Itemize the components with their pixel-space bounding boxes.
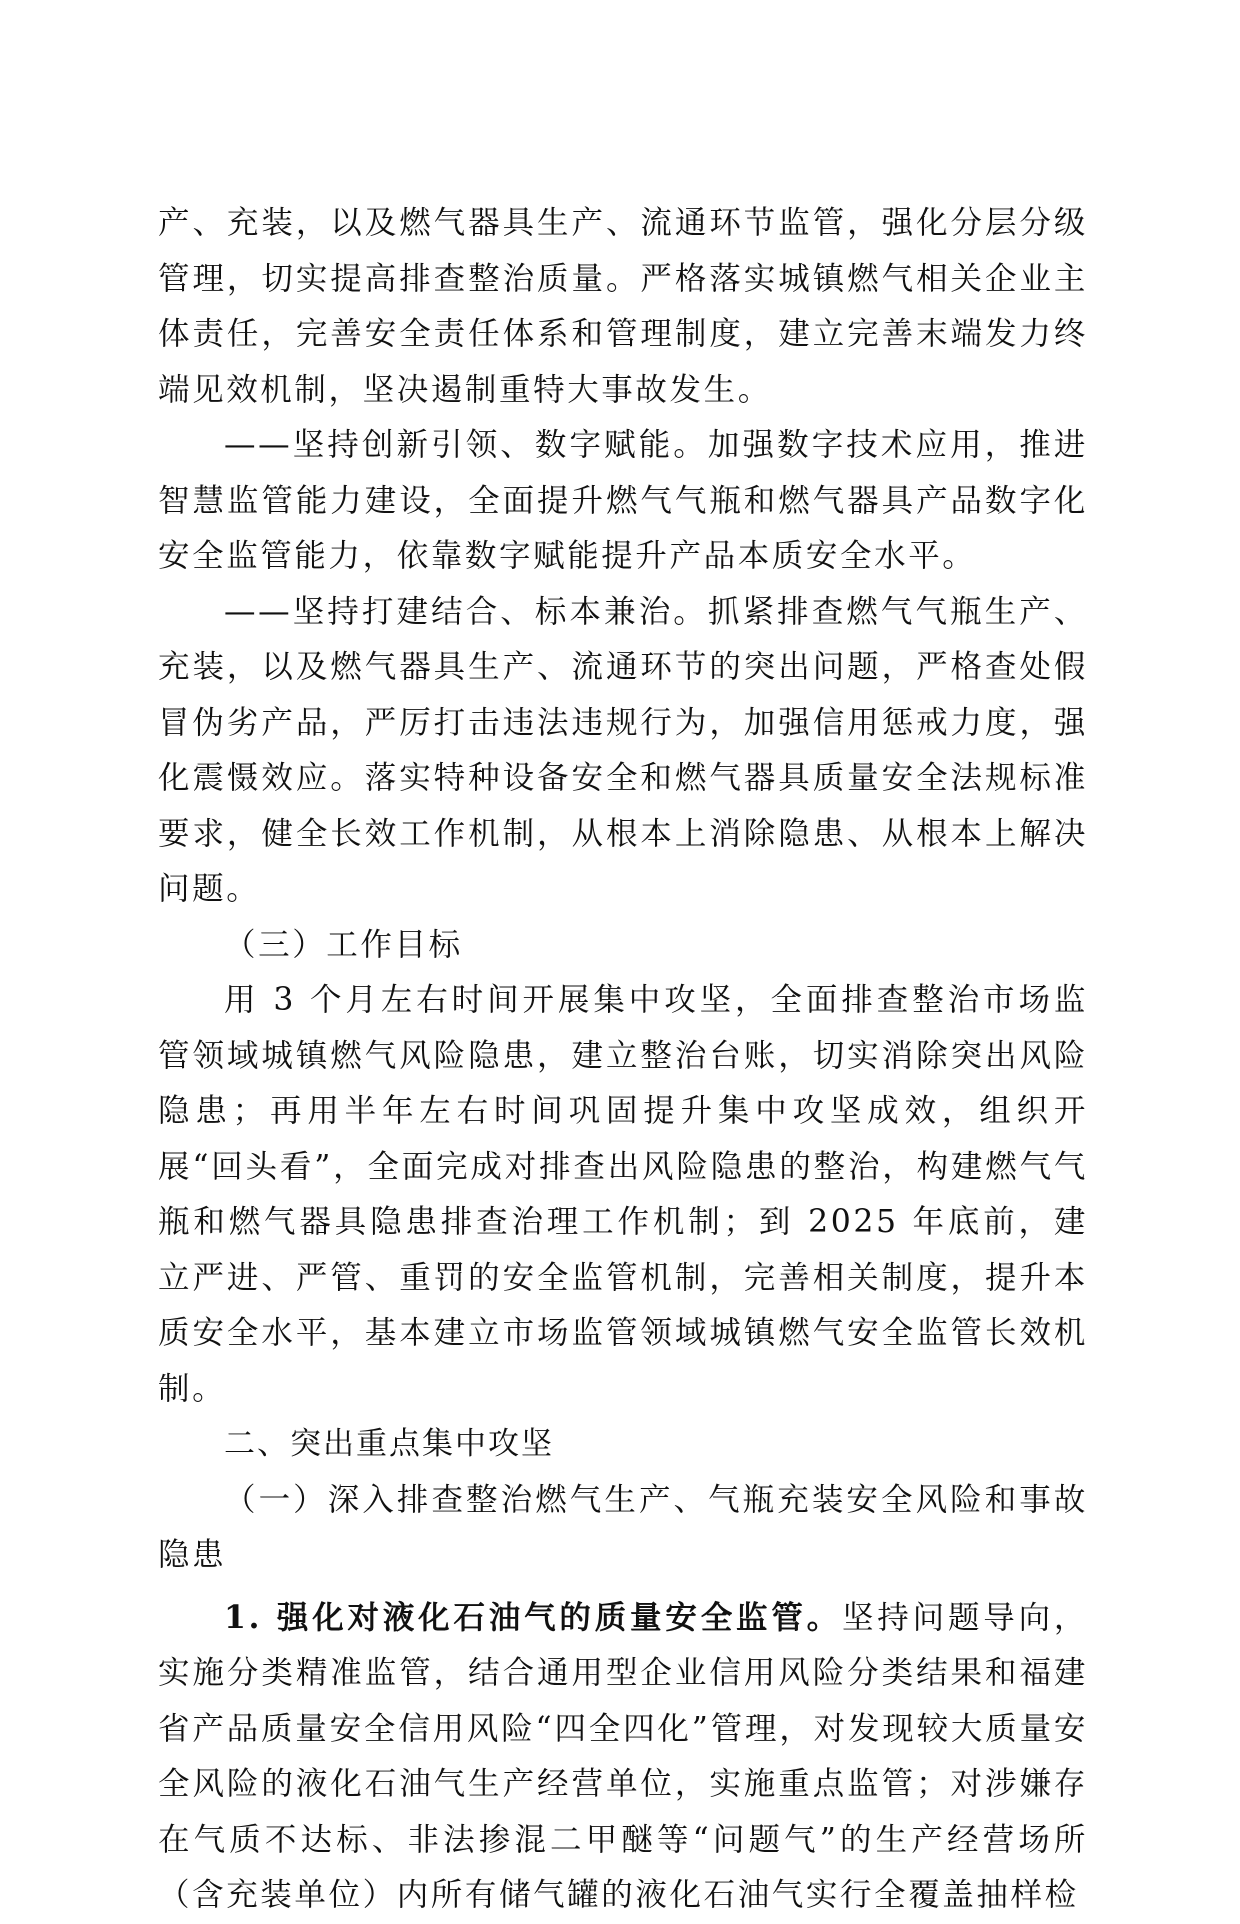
paragraph-goals: 用 3 个月左右时间开展集中攻坚，全面排查整治市场监管领域城镇燃气风险隐患，建立整治台账，切实消除突出风险隐患；再用半年左右时间巩固提升集中攻坚成效，组织开展“回头看”，全面完成对排查出风险隐患的整治，构建燃气气瓶和燃气器具隐患排查治理工作机制；到 2025 年底前，建立严进、严管、重罚的安全监管机制，完善相关制度，提升本质安全水平，基本建立市场监管领域城镇燃气安全监管长效机制。 <box>158 982 1088 1407</box>
heading-section-two: 二、突出重点集中攻坚 <box>224 1426 554 1462</box>
heading-work-goals: （三）工作目标 <box>224 926 463 963</box>
paragraph-lead-bold: 1. 强化对液化石油气的质量安全监管。 <box>224 1598 842 1636</box>
paragraph-innovation: ——坚持创新引领、数字赋能。加强数字技术应用，推进智慧监管能力建设，全面提升燃气气瓶和燃气器具产品数字化安全监管能力，依靠数字赋能提升产品本质安全水平。 <box>158 427 1088 574</box>
document-page <box>158 196 1088 1924</box>
heading-subsection-one: （一）深入排查整治燃气生产、气瓶充装安全风险和事故隐患 <box>158 1481 1088 1573</box>
paragraph-main-responsibility: 产、充装，以及燃气器具生产、流通环节监管，强化分层分级管理，切实提高排查整治质量。严格落实城镇燃气相关企业主体责任，完善安全责任体系和管理制度，建立完善末端发力终端见效机制，坚决遏制重特大事故发生。 <box>158 205 1088 408</box>
paragraph-body: 坚持问题导向，实施分类精准监管，结合通用型企业信用风险分类结果和福建省产品质量安全信用风险“四全四化”管理，对发现较大质量安全风险的液化石油气生产经营单位，实施重点监管；对涉嫌存在气质不达标、非法掺混二甲醚等“问题气”的生产经营场所（含充装单位）内所有储气罐的液化石油气实行全覆盖抽样检 <box>158 1599 1088 1913</box>
paragraph-lpg-supervision <box>158 1590 1088 1924</box>
paragraph-crackdown: ——坚持打建结合、标本兼治。抓紧排查燃气气瓶生产、充装，以及燃气器具生产、流通环节的突出问题，严格查处假冒伪劣产品，严厉打击违法违规行为，加强信用惩戒力度，强化震慑效应。落实特种设备安全和燃气器具质量安全法规标准要求，健全长效工作机制，从根本上消除隐患、从根本上解决问题。 <box>158 593 1088 907</box>
